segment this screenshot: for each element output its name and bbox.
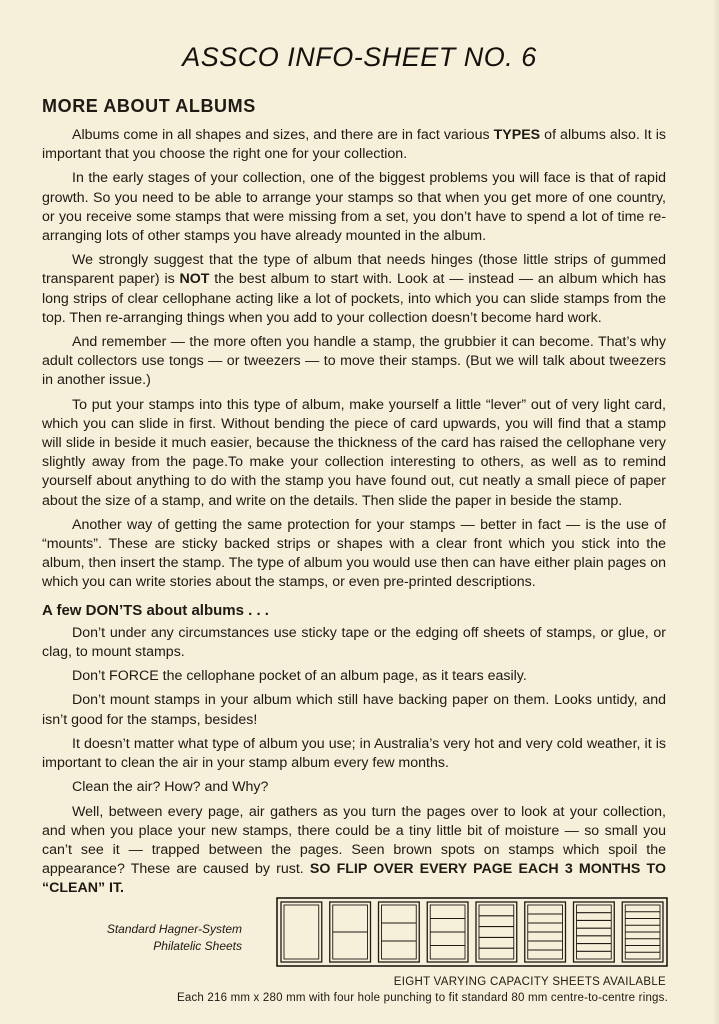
dont-item-4: It doesn’t matter what type of album you use; in Australia’s very hot and very cold weather, it is important to clean the air in your stamp album every few months. — [42, 735, 666, 772]
page-title: ASSCO INFO-SHEET NO. 6 — [182, 42, 537, 72]
section-heading: MORE ABOUT ALBUMS — [42, 96, 256, 116]
dont-item-6-emphasis: SO FLIP OVER EVERY PAGE EACH 3 MONTHS TO “CLEAN” IT. — [42, 861, 666, 897]
paragraph-2: In the early stages of your collection, one of the biggest problems you will face is that of rapid growth. So you need to be able to arrange your stamps so that when you get more of one country, or you receive some stamps that were missing from a set, you don’t have to spend a lot of time re-arranging lots of other stamps you have already mounted in the album. — [42, 170, 666, 245]
album-sheet-icon-8 — [622, 902, 663, 962]
album-sheet-icon-6 — [525, 902, 566, 962]
paragraph-4: And remember — the more often you handle a stamp, the grubbier it can become. That’s why adult collectors use tongs — or tweezers — to move their stamps. (But we will talk about tweezers in another issue.) — [42, 334, 666, 389]
caption-line-2: Philatelic Sheets — [153, 939, 242, 953]
paragraph-5: To put your stamps into this type of album, make yourself a little “lever” out of very light card, which you can slide in first. Without bending the piece of card upwards, you will find that a stamp will slide in beside it much easier, because the thickness of the card has raised the cellophane very slightly away from the page.To make your collection interesting to others, as well as to remind yourself about anything to do with the stamp you have found out, cut neatly a small piece of paper about the size of a stamp, and write on the details. Then slide the paper in beside the stamp. — [42, 396, 666, 509]
page-edge-shadow — [713, 0, 719, 1024]
dont-item-6-text: Well, between every page, air gathers as you turn the pages over to look at your collection, and when you place your new stamps, there could be a tiny little bit of moisture — so small you can’t see it — trapped between the pages. Seen brown spots on stamps which spoil the appearance? These are caused by rust. — [42, 803, 666, 878]
dont-item-3: Don’t mount stamps in your album which still have backing paper on them. Looks untidy, and isn’t good for the stamps, besides! — [42, 692, 666, 728]
paragraph-3 — [42, 251, 666, 328]
album-sheets-illustration — [276, 897, 668, 967]
paragraph-1-text-a: Albums come in all shapes and sizes, and there are in fact various — [72, 127, 494, 143]
dont-item-6 — [42, 803, 666, 899]
paragraph-6: Another way of getting the same protection for your stamps — better in fact — is the use of “mounts”. These are sticky backed strips or shapes with a clear front which you stick into the album, then insert the stamp. The type of album you would use then can have either plain pages on which you can write stories about the stamps, or even pre-printed descriptions. — [42, 516, 666, 591]
dont-item-2: Don’t FORCE the cellophane pocket of an album page, as it tears easily. — [72, 668, 527, 685]
article-body — [42, 126, 666, 904]
caption-line-1: Standard Hagner-System — [106, 922, 242, 936]
paragraph-3-emphasis: NOT — [179, 271, 210, 288]
album-sheet-icon-4 — [427, 902, 468, 962]
paragraph-1 — [42, 126, 666, 164]
album-sheet-icon-5 — [476, 902, 517, 962]
paragraph-1-emphasis: TYPES — [493, 127, 541, 143]
album-sheet-icon-3 — [379, 902, 420, 962]
album-sheet-icon-2 — [330, 902, 371, 962]
dont-item-1: Don’t under any circumstances use sticky tape or the edging off sheets of stamps, or glue, or clag, to mount stamps. — [42, 624, 666, 661]
paragraph-3-text-c: the best album to start with. Look at — instead — an album which has long strips of clear cellophane acting like a lot of pockets, into which you can slide stamps from the top. Then re-arranging things when you add to your collection doesn’t become hard work. — [42, 271, 666, 326]
dont-item-5: Clean the air? How? and Why? — [72, 779, 269, 796]
sheet-specification-note: Each 216 mm x 280 mm with four hole punching to fit standard 80 mm centre-to-centre rings. — [177, 992, 668, 1004]
paragraph-1-text-c: of albums also. It is important that you choose the right one for your collection. — [42, 127, 667, 163]
album-sheet-icon-7 — [574, 902, 615, 962]
sheets-availability-note: EIGHT VARYING CAPACITY SHEETS AVAILABLE — [393, 976, 666, 988]
sheets-illustration-caption — [40, 921, 242, 955]
donts-subheading: A few DON’TS about albums . . . — [42, 601, 269, 619]
paragraph-3-text-a: We strongly suggest that the type of album that needs hinges (those little strips of gummed transparent paper) is — [42, 252, 666, 288]
album-sheet-icon-1 — [281, 902, 322, 962]
